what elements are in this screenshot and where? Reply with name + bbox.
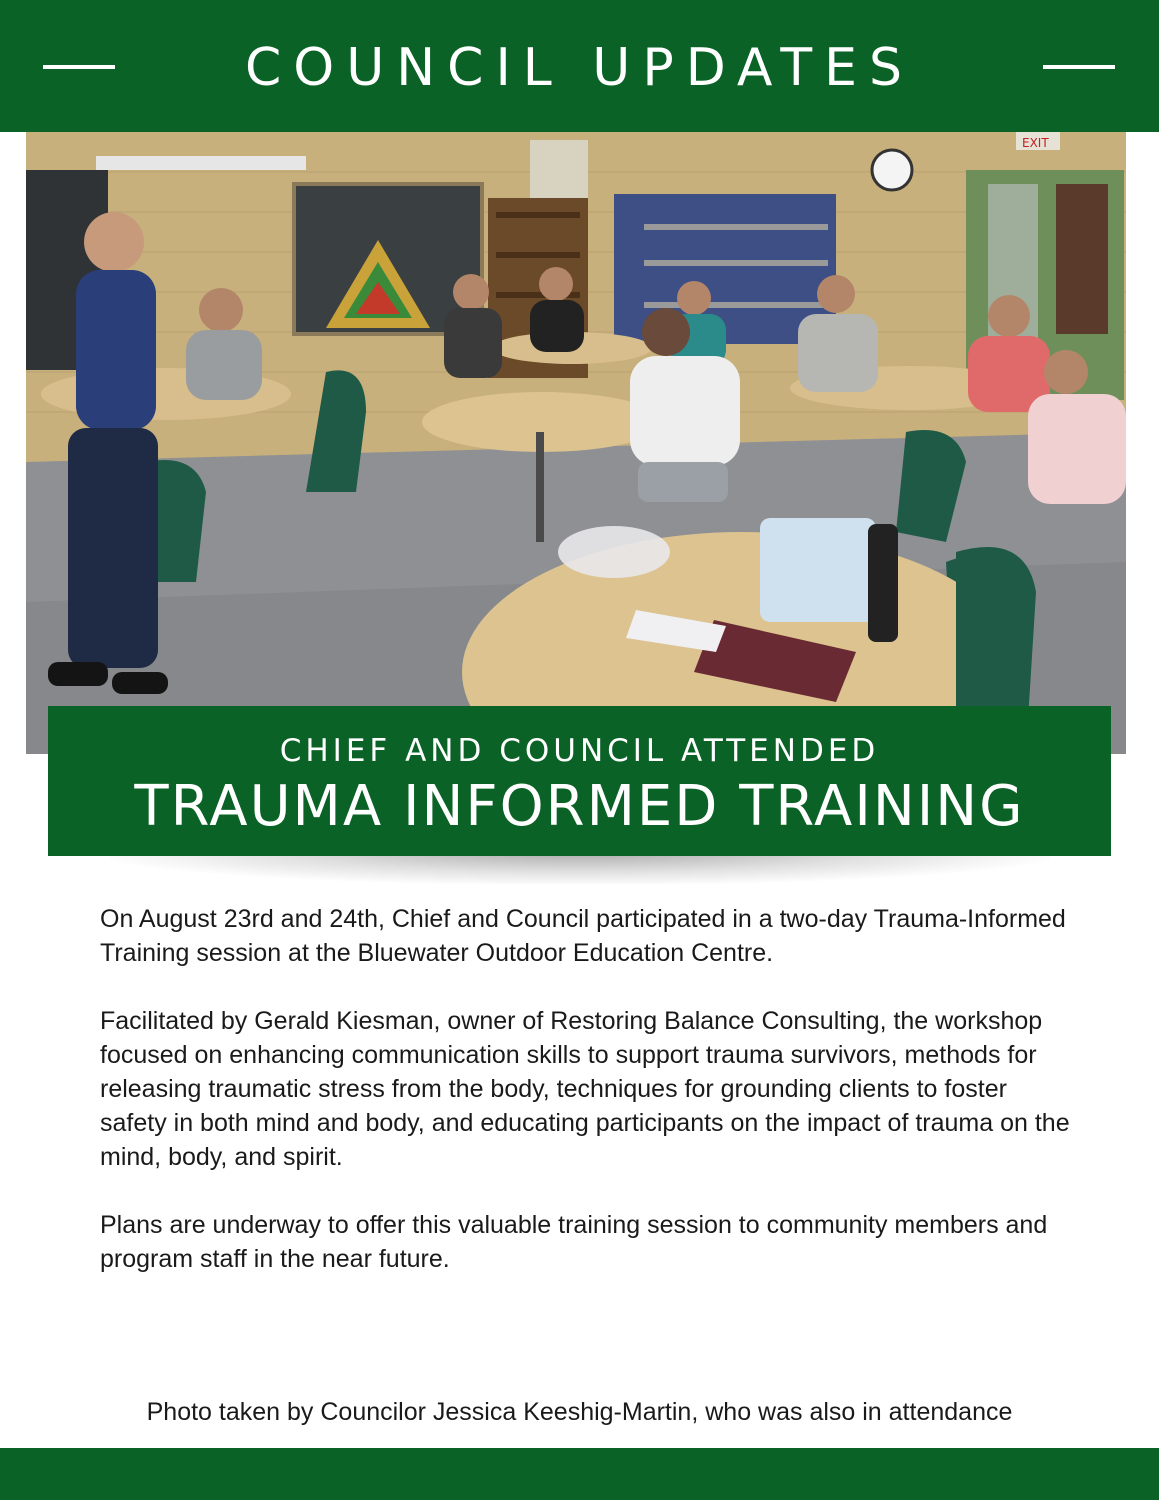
photo-caption: Photo taken by Councilor Jessica Keeshig-Martin, who was also in attendance bbox=[146, 1398, 1013, 1426]
article-body bbox=[100, 902, 1075, 1310]
headline-subtitle: CHIEF AND COUNCIL ATTENDED bbox=[279, 733, 880, 769]
footer-bar bbox=[0, 1448, 1159, 1500]
headline-banner bbox=[48, 706, 1111, 856]
header-right-rule bbox=[1043, 65, 1115, 69]
page-title: COUNCIL UPDATES bbox=[244, 38, 915, 98]
headline-title: TRAUMA INFORMED TRAINING bbox=[134, 774, 1025, 839]
article-paragraph: Plans are underway to offer this valuable training session to community members and program staff in the near future. bbox=[100, 1211, 1048, 1273]
exit-sign: EXIT bbox=[1022, 136, 1049, 150]
header-bar bbox=[0, 0, 1159, 132]
article-paragraph: Facilitated by Gerald Kiesman, owner of Restoring Balance Consulting, the workshop focused on enhancing communication skills to support trauma survivors, methods for releasing traumatic stress from the body, techniques for grounding clients to foster safety in both mind and body, and educating participants on the impact of trauma on the mind, body, and spirit. bbox=[100, 1007, 1070, 1171]
training-photo bbox=[26, 132, 1126, 754]
article-paragraph: On August 23rd and 24th, Chief and Council participated in a two-day Trauma-Informed Training session at the Bluewater Outdoor Education Centre. bbox=[100, 905, 1066, 967]
